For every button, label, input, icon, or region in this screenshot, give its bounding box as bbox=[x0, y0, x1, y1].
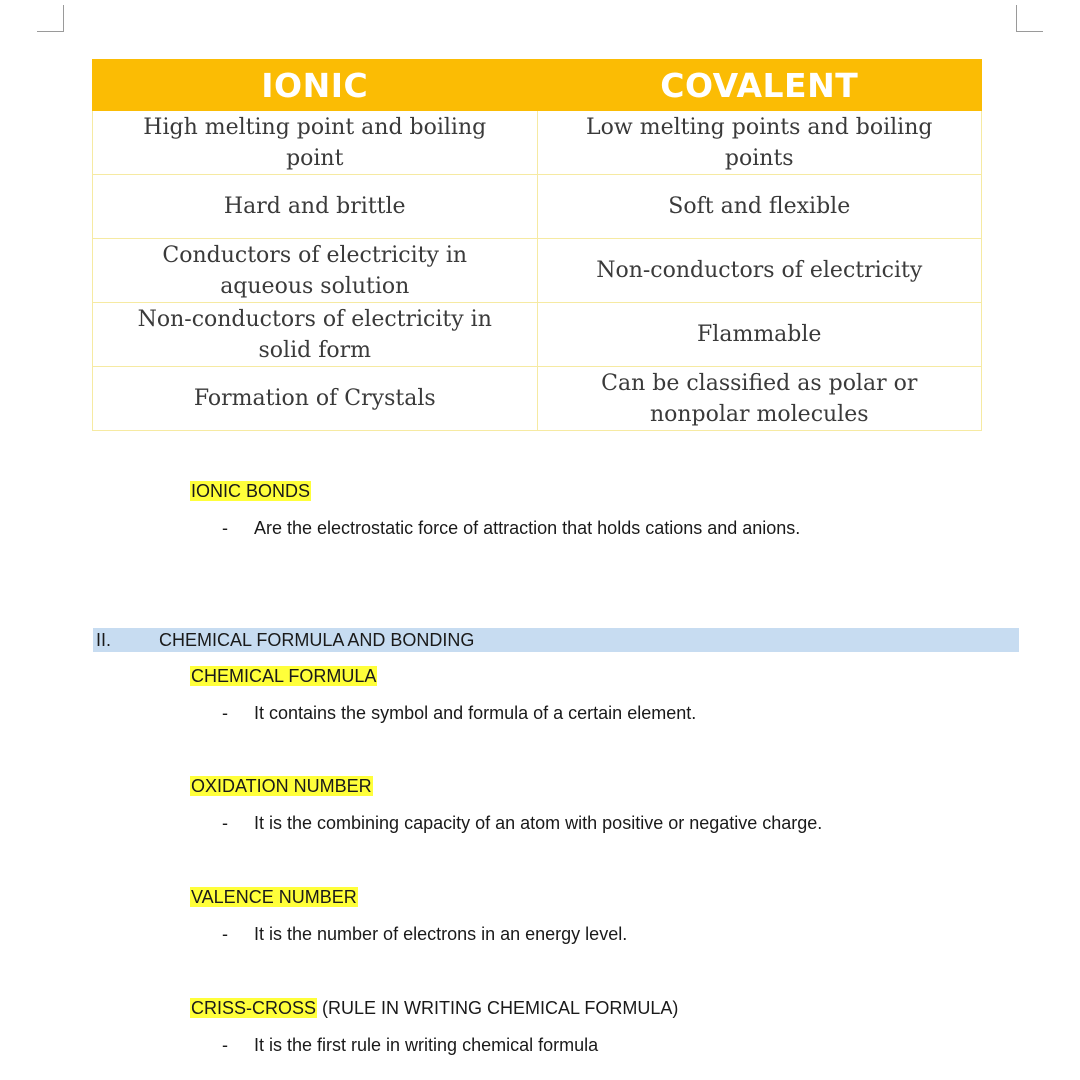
ionic-bonds-bullet bbox=[222, 517, 800, 540]
covalent-cell: Soft and flexible bbox=[537, 175, 982, 239]
ionic-covalent-comparison-table bbox=[92, 59, 982, 431]
table-header-row bbox=[93, 60, 982, 111]
ionic-bonds-heading bbox=[190, 480, 311, 503]
covalent-cell: Flammable bbox=[537, 303, 982, 367]
bullet-dash: - bbox=[222, 1035, 228, 1055]
ionic-bonds-heading-text: IONIC BONDS bbox=[191, 481, 311, 501]
criss-cross-heading-text: CRISS-CROSS bbox=[191, 998, 317, 1018]
chemical-formula-heading-text: CHEMICAL FORMULA bbox=[191, 666, 377, 686]
ionic-bonds-definition: Are the electrostatic force of attraction that holds cations and anions. bbox=[254, 518, 801, 538]
oxidation-number-definition: It is the combining capacity of an atom with positive or negative charge. bbox=[254, 813, 823, 833]
chemical-formula-definition: It contains the symbol and formula of a certain element. bbox=[254, 703, 697, 723]
covalent-cell: Can be classified as polar or nonpolar molecules bbox=[537, 367, 982, 431]
criss-cross-definition: It is the first rule in writing chemical formula bbox=[254, 1035, 599, 1055]
covalent-cell: Low melting points and boiling points bbox=[537, 111, 982, 175]
oxidation-number-bullet bbox=[222, 812, 822, 835]
oxidation-number-heading-text: OXIDATION NUMBER bbox=[191, 776, 372, 796]
page-corner-mark-top-right bbox=[1016, 5, 1043, 32]
ionic-cell: High melting point and boiling point bbox=[93, 111, 538, 175]
ionic-cell: Non-conductors of electricity in solid form bbox=[93, 303, 538, 367]
ionic-cell: Formation of Crystals bbox=[93, 367, 538, 431]
valence-number-bullet bbox=[222, 923, 627, 946]
covalent-cell: Non-conductors of electricity bbox=[537, 239, 982, 303]
section-number: II. bbox=[96, 630, 112, 650]
table-row bbox=[93, 175, 982, 239]
ionic-cell: Conductors of electricity in aqueous solution bbox=[93, 239, 538, 303]
ionic-cell: Hard and brittle bbox=[93, 175, 538, 239]
chemical-formula-bullet bbox=[222, 702, 696, 725]
section-title: CHEMICAL FORMULA AND BONDING bbox=[159, 630, 475, 650]
bullet-dash: - bbox=[222, 518, 228, 538]
valence-number-heading bbox=[190, 886, 358, 909]
bullet-dash: - bbox=[222, 703, 228, 723]
chemical-formula-heading bbox=[190, 665, 377, 688]
valence-number-definition: It is the number of electrons in an energy level. bbox=[254, 924, 628, 944]
valence-number-heading-text: VALENCE NUMBER bbox=[191, 887, 357, 907]
table-row bbox=[93, 111, 982, 175]
header-covalent: COVALENT bbox=[537, 60, 982, 111]
page-corner-mark-top-left bbox=[37, 5, 64, 32]
table-row bbox=[93, 239, 982, 303]
oxidation-number-heading bbox=[190, 775, 373, 798]
criss-cross-bullet bbox=[222, 1034, 598, 1057]
section-heading-bar bbox=[93, 628, 1019, 652]
criss-cross-heading bbox=[190, 997, 678, 1020]
bullet-dash: - bbox=[222, 813, 228, 833]
table-row bbox=[93, 367, 982, 431]
header-ionic: IONIC bbox=[93, 60, 538, 111]
bullet-dash: - bbox=[222, 924, 228, 944]
table-row bbox=[93, 303, 982, 367]
criss-cross-heading-suffix: (RULE IN WRITING CHEMICAL FORMULA) bbox=[322, 998, 679, 1018]
